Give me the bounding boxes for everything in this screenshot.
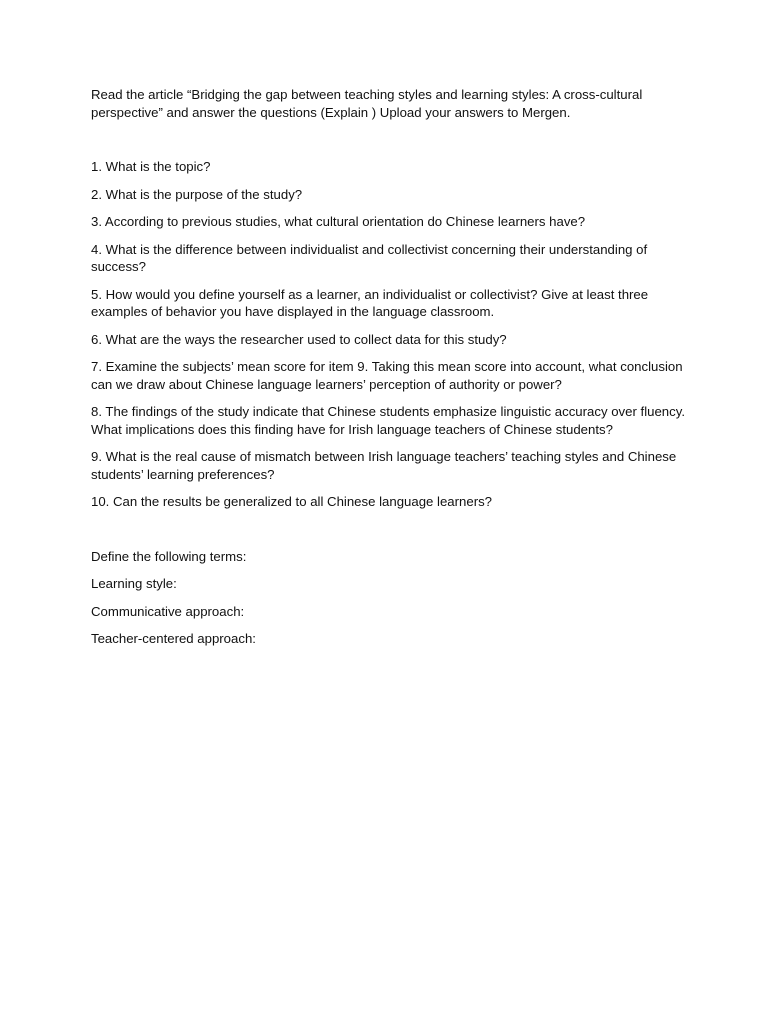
question-item: 1. What is the topic? xyxy=(91,159,211,174)
question-item: 2. What is the purpose of the study? xyxy=(91,186,303,202)
definition-term: Communicative approach: xyxy=(91,603,245,619)
question-item: 10. Can the results be generalized to all Chinese language learners? xyxy=(91,494,493,509)
question-item: 9. What is the real cause of mismatch between Irish language teachers’ teaching styles and Chinese students’ learning preferences? xyxy=(91,449,677,482)
question-item: 3. According to previous studies, what cultural orientation do Chinese learners have? xyxy=(91,214,586,229)
definition-term: Learning style: xyxy=(91,576,177,591)
question-item: 8. The findings of the study indicate that Chinese students emphasize linguistic accuracy over fluency. What implications does this finding have for Irish language teachers of Chinese students? xyxy=(91,404,686,437)
question-item: 5. How would you define yourself as a learner, an individualist or collectivist? Give at least three examples of behavior you have displayed in the language classroom. xyxy=(91,286,649,319)
definitions-heading: Define the following terms: xyxy=(91,548,247,564)
instructions-paragraph: Read the article “Bridging the gap between teaching styles and learning styles: A cross-cultural perspective” and answer the questions (Explain ) Upload your answers to Mergen. xyxy=(91,87,643,120)
document-page xyxy=(91,86,691,658)
definitions-section xyxy=(91,548,691,648)
question-item: 6. What are the ways the researcher used to collect data for this study? xyxy=(91,331,507,347)
question-item: 4. What is the difference between individualist and collectivist concerning their understanding of success? xyxy=(91,241,648,274)
question-item: 7. Examine the subjects’ mean score for item 9. Taking this mean score into account, what conclusion can we draw about Chinese language learners’ perception of authority or power? xyxy=(91,359,683,392)
question-list xyxy=(91,158,691,511)
definition-term: Teacher-centered approach: xyxy=(91,631,256,646)
